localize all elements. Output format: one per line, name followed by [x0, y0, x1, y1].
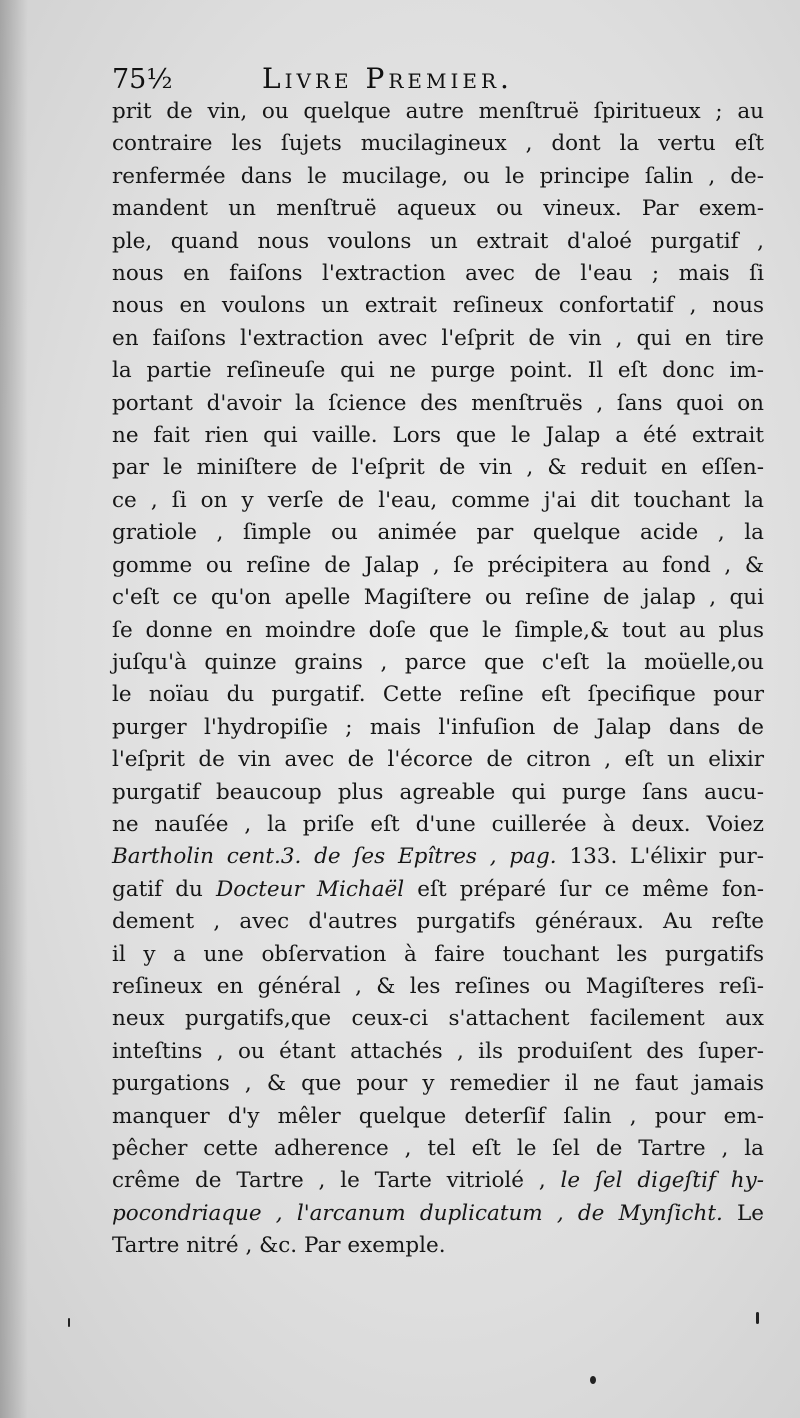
body-text — [112, 96, 764, 1263]
italic-text: Docteur Michaël — [216, 876, 405, 902]
text-line — [112, 323, 764, 355]
text-line — [112, 874, 764, 906]
text-segment: l'eſprit de vin avec de l'écorce de citron , eſt un elixir — [112, 747, 764, 773]
text-segment: renfermée dans le mucilage, ou le principe ſalin , de- — [112, 163, 764, 189]
text-segment: il y a une obſervation à faire touchant les purgatifs — [112, 941, 764, 967]
text-segment: la partie reſineuſe qui ne purge point. Il eſt donc im- — [112, 358, 764, 384]
text-line — [112, 388, 764, 420]
text-line — [112, 517, 764, 549]
text-segment: prit de vin, ou quelque autre menſtruë ſpiritueux ; au — [112, 99, 764, 124]
text-segment: crême de Tartre , le Tarte vitriolé , — [112, 1168, 561, 1194]
text-line — [112, 809, 764, 841]
text-segment: nous en voulons un extrait reſineux confortatif , nous — [112, 293, 764, 319]
text-line — [112, 452, 764, 484]
text-segment: purger l'hydropiſie ; mais l'infuſion de Jalap dans de — [112, 714, 764, 740]
text-segment: contraire les ſujets mucilagineux , dont la vertu eſt — [112, 131, 764, 157]
text-line — [112, 1036, 764, 1068]
text-segment: pêcher cette adherence , tel eſt le ſel de Tartre , la — [112, 1136, 764, 1161]
text-line — [112, 128, 764, 160]
text-segment: gatif du — [112, 876, 217, 902]
text-segment: ne nauſée , la priſe eſt d'une cuillerée à deux. Voiez — [112, 811, 764, 837]
text-segment: juſqu'à quinze grains , parce que c'eſt la moüelle,ou — [112, 649, 764, 675]
text-line — [112, 615, 764, 647]
text-segment: en faiſons l'extraction avec l'eſprit de vin , qui en tire — [112, 325, 764, 351]
text-line — [112, 679, 764, 711]
text-line — [112, 744, 764, 776]
text-segment: gomme ou reſine de Jalap , ſe précipitera au fond , & — [112, 552, 764, 578]
text-line — [112, 290, 764, 322]
text-segment: purgations , & que pour y remedier il ne faut jamais — [112, 1071, 764, 1097]
text-line — [112, 841, 764, 873]
text-line — [112, 1003, 764, 1035]
page-number: 75½ — [112, 64, 173, 95]
text-segment: dement , avec d'autres purgatifs généraux. Au reſte — [112, 909, 764, 935]
text-line — [112, 939, 764, 971]
ink-speck — [68, 1318, 70, 1327]
text-segment: purgatif beaucoup plus agreable qui purge ſans aucu- — [112, 779, 764, 805]
text-line — [112, 485, 764, 517]
text-line — [112, 777, 764, 809]
text-line — [112, 1133, 764, 1165]
text-line — [112, 420, 764, 452]
text-line — [112, 582, 764, 614]
text-line — [112, 906, 764, 938]
italic-text: le ſel digeſtif hy- — [560, 1168, 764, 1194]
text-line — [112, 258, 764, 290]
text-segment: neux purgatifs,que ceux-ci s'attachent facilement aux — [112, 1006, 764, 1032]
text-line — [112, 1165, 764, 1197]
text-segment: inteſtins , ou étant attachés , ils produiſent des ſuper- — [112, 1038, 764, 1064]
text-segment: ce , ſi on y verſe de l'eau, comme j'ai dit touchant la — [112, 487, 764, 513]
text-segment: mandent un menſtruë aqueux ou vineux. Par exem- — [112, 196, 764, 222]
text-line — [112, 1230, 764, 1262]
text-line — [112, 355, 764, 387]
text-line — [112, 971, 764, 1003]
italic-text: Bartholin cent.3. de ſes Epîtres , pag. — [112, 844, 557, 870]
text-segment: eſt préparé ſur ce même fon- — [404, 876, 764, 902]
text-segment: 133. L'élixir pur- — [556, 844, 765, 870]
text-line — [112, 161, 764, 193]
text-segment: nous en faiſons l'extraction avec de l'eau ; mais ſi — [112, 261, 764, 287]
text-segment: c'eſt ce qu'on apelle Magiſtere ou reſine de jalap , qui — [112, 585, 764, 611]
text-line — [112, 647, 764, 679]
text-segment: reſineux en général , & les reſines ou Magiſteres reſi- — [112, 973, 764, 999]
text-segment: Le — [722, 1200, 764, 1226]
text-line — [112, 1101, 764, 1133]
text-line — [112, 193, 764, 225]
text-line — [112, 1068, 764, 1100]
text-segment: ple, quand nous voulons un extrait d'aloé purgatif , — [112, 228, 764, 254]
text-segment: ſe donne en moindre doſe que le ſimple,& tout au plus — [112, 617, 764, 643]
text-line — [112, 550, 764, 582]
text-line — [112, 1198, 764, 1230]
text-line — [112, 712, 764, 744]
text-segment: manquer d'y mêler quelque deterſif ſalin , pour em- — [112, 1103, 764, 1129]
text-line — [112, 96, 764, 128]
text-segment: le noïau du purgatif. Cette reſine eſt ſpecifique pour — [112, 682, 764, 708]
text-line — [112, 226, 764, 258]
text-segment: Tartre nitré , &c. Par exemple. — [112, 1233, 446, 1259]
text-segment: gratiole , ſimple ou animée par quelque acide , la — [112, 520, 764, 546]
ink-speck — [590, 1376, 596, 1384]
text-segment: ne fait rien qui vaille. Lors que le Jalap a été extrait — [112, 423, 764, 449]
text-segment: par le miniſtere de l'eſprit de vin , & reduit en eſſen- — [112, 455, 764, 481]
ink-speck — [756, 1312, 759, 1324]
binding-shadow — [0, 0, 28, 1418]
text-segment: portant d'avoir la ſcience des menſtruës , ſans quoi on — [112, 390, 764, 416]
running-head: Livre Premier. — [262, 62, 513, 95]
italic-text: pocondriaque , l'arcanum duplicatum , de Mynſicht. — [112, 1200, 723, 1226]
